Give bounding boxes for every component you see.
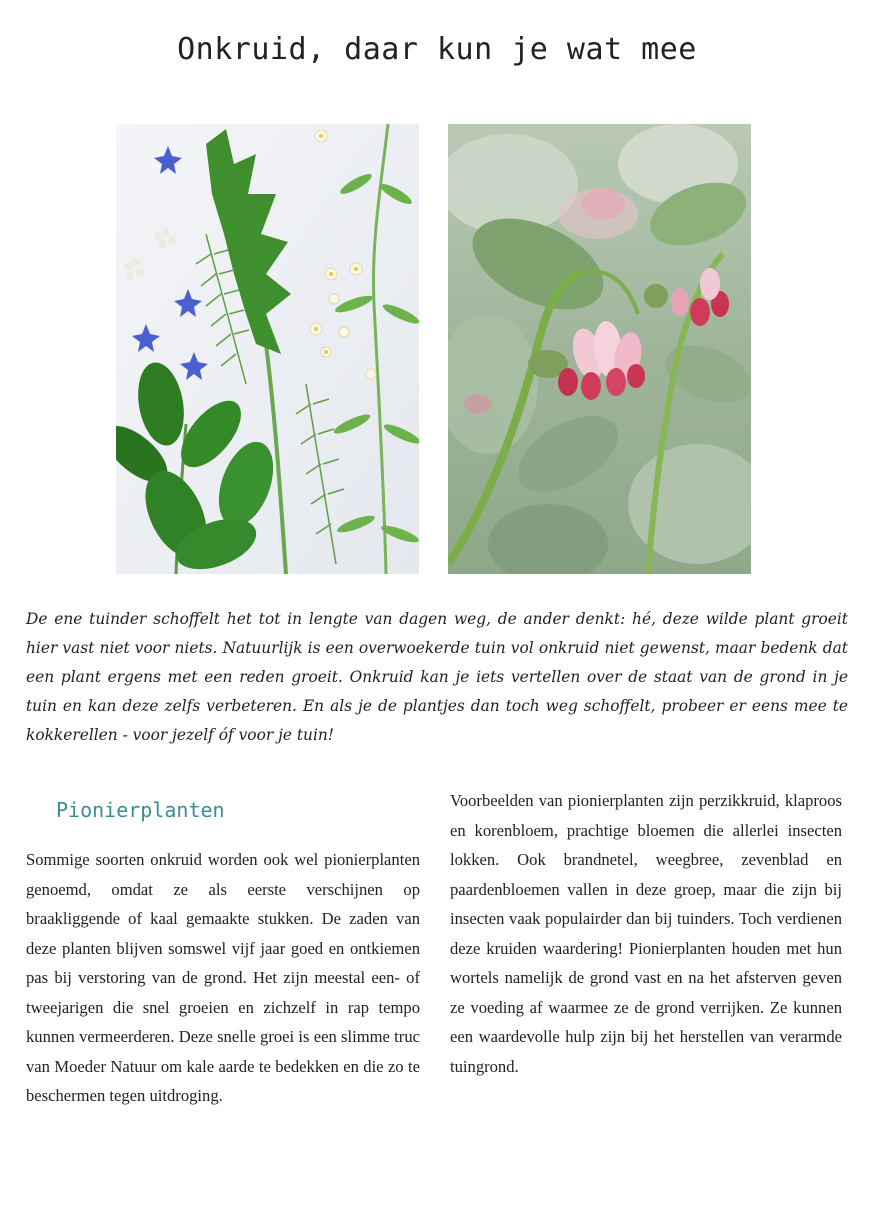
section-heading: Pionierplanten	[56, 798, 225, 822]
intro-paragraph: De ene tuinder schoffelt het tot in lengte van dagen weg, de ander denkt: hé, deze wilde plant groeit hier vast niet voor niets. Natuurlijk is een overwoekerde tuin vol onkruid niet gewenst, maar bedenk dat een plant ergens met een reden groeit. Onkruid kan je iets vertellen over de staat van de grond in je tuin en kan deze zelfs verbeteren. En als je de plantjes dan toch weg schoffelt, probeer er eens mee te kokkerellen - voor jezelf óf voor je tuin!	[26, 610, 848, 744]
body-column-right: Voorbeelden van pionierplanten zijn perzikkruid, klaproos en korenbloem, prachtige bloemen die allerlei insecten lokken. Ook brandnetel, weegbree, zevenblad en paardenbloemen vallen in deze groep, maar die zijn bij insecten vaak populairder dan bij tuinders. Toch verdienen deze kruiden waardering! Pionierplanten houden met hun wortels namelijk de grond vast en na het afsterven geven ze voeding af waarmee ze de grond verrijken. Ze kunnen een waardevolle hulp zijn bij het herstellen van verarmde tuingrond.	[450, 791, 842, 1076]
page-title: Onkruid, daar kun je wat mee	[177, 32, 697, 67]
body-column-left: Sommige soorten onkruid worden ook wel pionierplanten genoemd, omdat ze als eerste verschijnen op braakliggende of kaal gemaakte stukken. De zaden van deze planten blijven somswel vijf jaar goed en ontkiemen pas bij verstoring van de grond. Het zijn meestal een- of tweejarigen die snel groeien en zichzelf in rap tempo kunnen vermeerderen. Deze snelle groei is een slimme truc van Moeder Natuur om kale aarde te bedekken en die zo te beschermen tegen uitdroging.	[26, 850, 420, 1105]
comfrey-illustration	[448, 124, 751, 574]
wild-herbs-flatlay-photo	[116, 124, 419, 574]
wild-herbs-illustration	[116, 124, 419, 574]
comfrey-flowers-photo	[448, 124, 751, 574]
